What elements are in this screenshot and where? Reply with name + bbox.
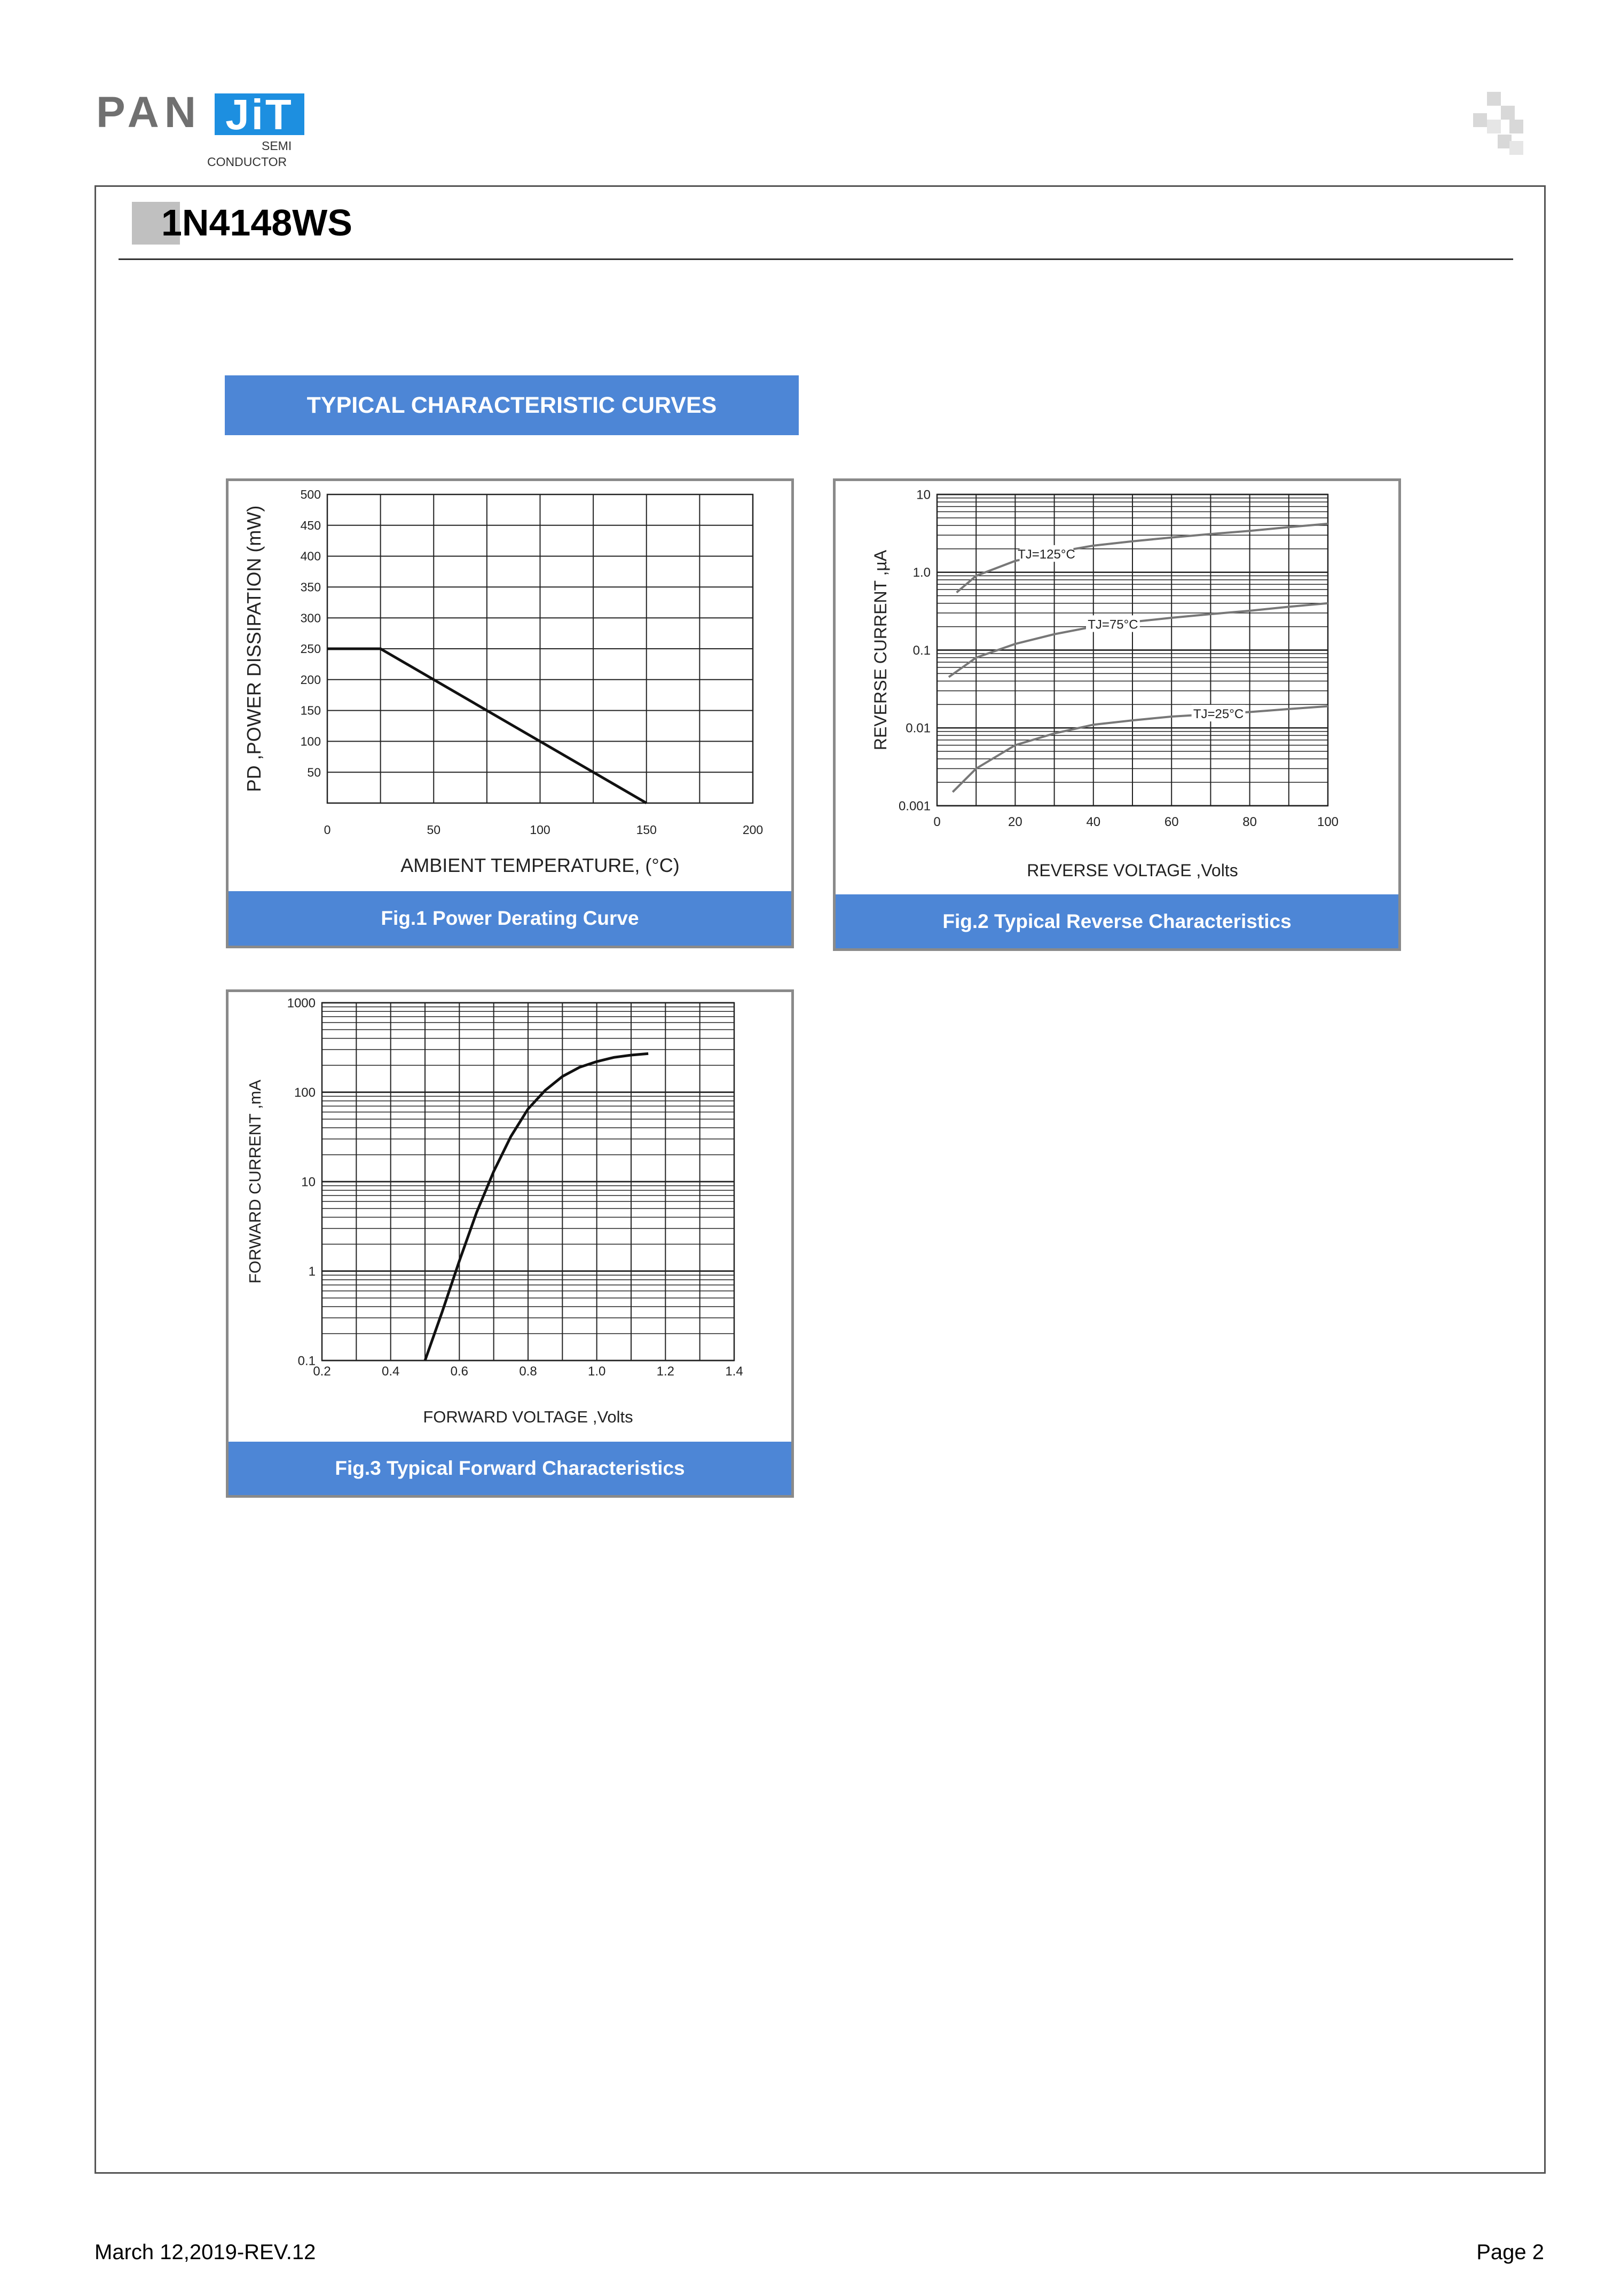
- figure-2-panel: [833, 478, 1401, 951]
- y-tick-label: 150: [300, 703, 321, 718]
- y-tick-label: 350: [300, 580, 321, 594]
- y-tick-label: 1: [308, 1264, 316, 1279]
- x-tick-label: 1.2: [656, 1364, 675, 1379]
- footer-revision-date: March 12,2019-REV.12: [95, 2240, 316, 2264]
- x-tick-label: 20: [1008, 815, 1022, 829]
- y-tick-label: 500: [300, 487, 321, 502]
- y-tick-label: 0.001: [898, 799, 931, 814]
- figure-1-panel: [226, 478, 794, 948]
- figure-3-panel: [226, 989, 794, 1498]
- x-tick-label: 80: [1242, 815, 1257, 829]
- y-tick-label: 10: [301, 1175, 316, 1190]
- y-tick-label: 300: [300, 611, 321, 625]
- y-tick-label: 0.01: [906, 721, 931, 736]
- y-tick-label: 450: [300, 518, 321, 532]
- x-tick-label: 0.2: [313, 1364, 331, 1379]
- x-axis-label: REVERSE VOLTAGE ,Volts: [1027, 861, 1238, 880]
- part-number-title: 1N4148WS: [161, 202, 352, 243]
- logo-brand-right: JiT: [215, 93, 304, 135]
- x-tick-label: 0.8: [519, 1364, 537, 1379]
- x-tick-label: 150: [636, 823, 657, 837]
- section-banner: TYPICAL CHARACTERISTIC CURVES: [225, 375, 799, 435]
- x-axis-label: AMBIENT TEMPERATURE, (°C): [400, 854, 680, 876]
- y-tick-label: 1000: [287, 996, 316, 1011]
- figure-2-caption: Fig.2 Typical Reverse Characteristics: [836, 894, 1398, 948]
- x-tick-label: 100: [1317, 815, 1339, 829]
- y-tick-label: 10: [916, 487, 931, 502]
- logo-subtitle-conductor: CONDUCTOR: [207, 155, 287, 169]
- x-tick-label: 40: [1086, 815, 1101, 829]
- series-label: TJ=75°C: [1088, 617, 1138, 632]
- x-tick-label: 50: [427, 823, 441, 837]
- y-axis-label: FORWARD CURRENT ,mA: [246, 1080, 264, 1284]
- y-tick-label: 0.1: [297, 1354, 316, 1369]
- figure-1-caption: Fig.1 Power Derating Curve: [229, 891, 791, 946]
- x-tick-label: 1.4: [725, 1364, 743, 1379]
- series-line: [957, 524, 1328, 593]
- series-label: TJ=125°C: [1018, 547, 1075, 562]
- y-axis-label: REVERSE CURRENT ,µA: [871, 549, 890, 751]
- x-tick-label: 0.4: [381, 1364, 400, 1379]
- y-axis-label: PD ,POWER DISSIPATION (mW): [243, 505, 265, 792]
- y-tick-label: 100: [294, 1085, 316, 1100]
- x-tick-label: 60: [1164, 815, 1179, 829]
- series-label: TJ=25°C: [1193, 707, 1244, 722]
- y-tick-label: 1.0: [912, 565, 931, 580]
- y-tick-label: 0.1: [912, 643, 931, 658]
- panjit-logo: [96, 88, 310, 176]
- x-tick-label: 0: [324, 823, 331, 837]
- x-tick-label: 0.6: [450, 1364, 469, 1379]
- logo-brand-left: PAN: [96, 88, 202, 137]
- y-tick-label: 200: [300, 672, 321, 687]
- y-tick-label: 400: [300, 549, 321, 563]
- logo-subtitle-semi: SEMI: [262, 139, 292, 153]
- title-divider: [119, 258, 1513, 260]
- x-tick-label: 100: [530, 823, 550, 837]
- x-tick-label: 200: [742, 823, 764, 837]
- series-line: [425, 1053, 648, 1361]
- y-tick-label: 50: [307, 765, 321, 780]
- x-axis-label: FORWARD VOLTAGE ,Volts: [423, 1408, 633, 1426]
- x-tick-label: 1.0: [587, 1364, 606, 1379]
- series-line: [953, 706, 1328, 792]
- checker-mark-icon: [1466, 92, 1529, 155]
- forward-characteristics-chart: [229, 992, 791, 1442]
- series-line: [949, 603, 1328, 677]
- footer-page-number: Page 2: [1476, 2240, 1544, 2264]
- y-tick-label: 100: [300, 734, 321, 749]
- y-tick-label: 250: [300, 642, 321, 656]
- power-derating-chart: [229, 481, 791, 890]
- x-tick-label: 0: [933, 815, 941, 829]
- reverse-characteristics-chart: [836, 481, 1398, 892]
- figure-3-caption: Fig.3 Typical Forward Characteristics: [229, 1442, 791, 1495]
